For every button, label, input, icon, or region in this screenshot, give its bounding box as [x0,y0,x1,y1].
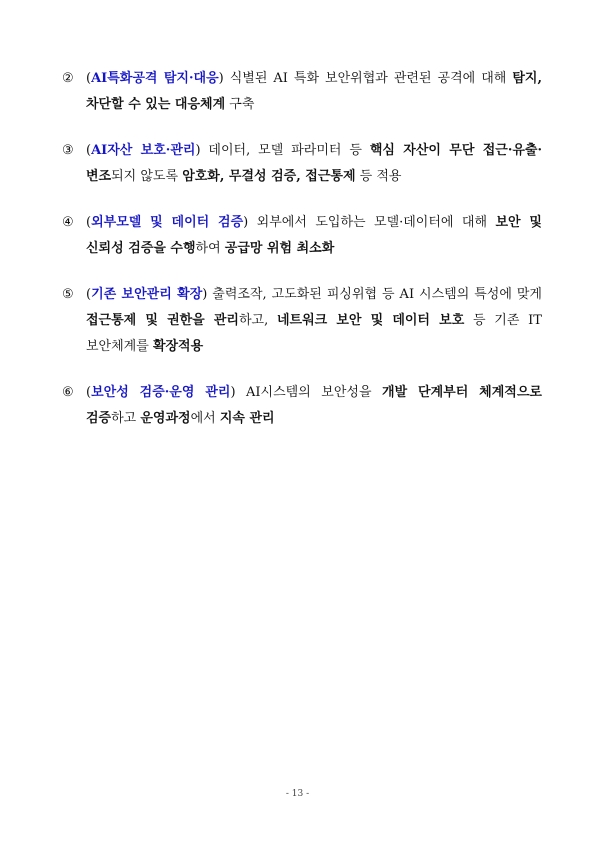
text-segment: ) AI시스템의 보안성을 [230,385,383,400]
bold-text: 개발 단계부터 체계적으로 검증 [86,385,542,426]
item-marker: ② [62,71,74,86]
text-segment: 구축 [225,97,255,112]
item-text [86,282,542,360]
bold-text: 지속 관리 [219,411,275,426]
bold-text: 운영과정 [140,411,191,426]
item-text [86,138,542,190]
text-segment: 하고, [239,313,277,328]
text-segment: ( [86,71,92,86]
item-text [86,66,542,118]
item-marker: ⑥ [62,385,74,400]
text-segment: ) 출력조작, 고도화된 피싱위협 등 AI 시스템의 특성에 맞게 [202,287,542,302]
highlight-heading: 외부모델 및 데이터 검증 [91,215,244,230]
item-marker: ⑤ [62,287,74,302]
document-body [62,66,542,452]
item-marker: ③ [62,143,74,158]
text-segment: ( [86,385,92,400]
list-item [62,138,542,190]
page-number: - 13 - [285,789,310,799]
text-segment: ) 식별된 AI 특화 보안위협과 관련된 공격에 대해 [218,71,513,86]
bold-text: 보안 및 신뢰성 검증을 수행 [86,215,542,256]
text-segment: 등 기존 IT 보안체계를 [86,313,542,354]
item-marker: ④ [62,215,74,230]
item-text [86,380,542,432]
text-segment: ) 외부에서 도입하는 모델·데이터에 대해 [243,215,496,230]
text-segment: ) 데이터, 모델 파라미터 등 [195,143,370,158]
highlight-heading: 보안성 검증·운영 관리 [91,385,231,400]
bold-text: 탐지, 차단할 수 있는 대응체계 [86,71,542,112]
highlight-heading: AI자산 보호·관리 [91,143,196,158]
text-segment: 등 적용 [355,169,402,184]
bold-text: 핵심 자산이 무단 접근·유출·변조 [86,143,542,184]
text-segment: 하여 [195,241,225,256]
bold-text: 네트워크 보안 및 데이터 보호 [277,313,465,328]
bold-text: 확장적용 [152,339,204,354]
bold-text: 공급망 위험 최소화 [224,241,335,256]
text-segment: 에서 [190,411,220,426]
text-segment: 하고 [111,411,141,426]
item-text [86,210,542,262]
bold-text: 접근통제 및 권한을 관리 [86,313,239,328]
text-segment: 되지 않도록 [111,169,183,184]
text-segment: ( [86,143,92,158]
list-item [62,66,542,118]
list-item [62,380,542,432]
highlight-heading: AI특화공격 탐지·대응 [91,71,219,86]
bold-text: 암호화, 무결성 검증, 접근통제 [182,169,356,184]
list-item [62,210,542,262]
text-segment: ( [86,215,92,230]
text-segment: ( [86,287,92,302]
highlight-heading: 기존 보안관리 확장 [91,287,203,302]
list-item [62,282,542,360]
